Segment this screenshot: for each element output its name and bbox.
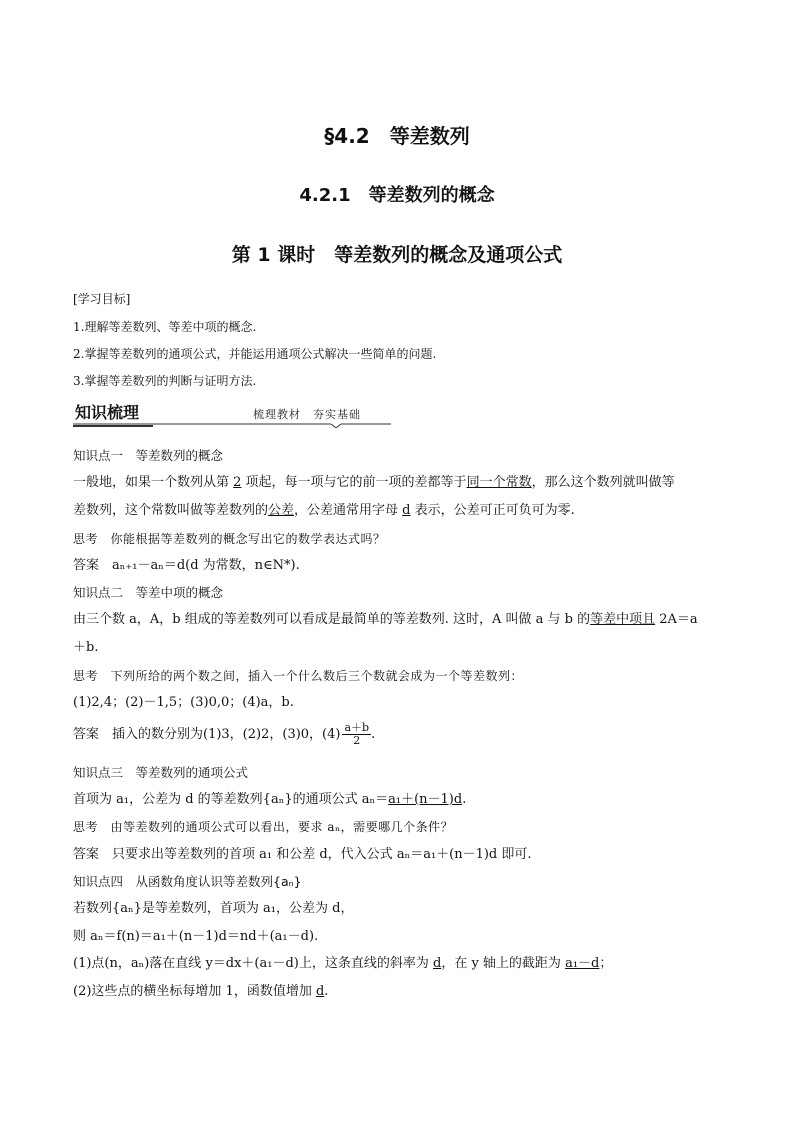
kp4-paragraph-line1: 若数列{aₙ}是等差数列，首项为 a₁，公差为 d， xyxy=(73,901,354,916)
text-span: 差数列，这个常数叫做等差数列的 xyxy=(73,503,269,518)
goals-header: [学习目标] xyxy=(73,292,131,306)
text-span: ，那么这个数列就叫做等 xyxy=(531,475,675,490)
kp1-heading: 知识点一 等差数列的概念 xyxy=(73,448,224,463)
kp4-paragraph-line4 xyxy=(73,983,733,1001)
lesson-title: 第 1 课时 等差数列的概念及通项公式 xyxy=(231,244,563,266)
kp1-paragraph-line2 xyxy=(73,502,733,520)
text-span: (1)点(n，aₙ)落在直线 y＝dx＋(a₁－d)上，这条直线的斜率为 xyxy=(73,956,433,971)
banner-title: 知识梳理 xyxy=(75,403,140,422)
underlined-blank: 同一个常数 xyxy=(466,475,532,490)
kp3-answer: 答案 只要求出等差数列的首项 a₁ 和公差 d，代入公式 aₙ＝a₁＋(n－1)d 即可. xyxy=(73,847,532,862)
fraction-numerator: a＋b xyxy=(344,721,370,734)
subsection-title: 4.2.1 等差数列的概念 xyxy=(299,185,495,206)
fraction-denominator: 2 xyxy=(353,734,361,747)
text-span: 答案 插入的数分别为(1)3，(2)2，(3)0，(4) xyxy=(73,727,341,742)
text-span: . xyxy=(371,727,376,742)
kp3-think: 思考 由等差数列的通项公式可以看出，要求 aₙ，需要哪几个条件？ xyxy=(73,820,454,834)
goal-item: 3.掌握等差数列的判断与证明方法. xyxy=(73,374,257,388)
kp1-think: 思考 你能根据等差数列的概念写出它的数学表达式吗？ xyxy=(73,532,386,546)
underlined-blank: 公差 xyxy=(268,503,295,518)
underlined-blank: d xyxy=(315,984,325,999)
text-span: 表示，公差可正可负可为零. xyxy=(410,503,575,518)
text-span: ； xyxy=(599,956,613,971)
text-span: . xyxy=(462,792,467,807)
text-span: (2)这些点的横坐标每增加 1，函数值增加 xyxy=(73,984,316,999)
kp4-paragraph-line2: 则 aₙ＝f(n)＝a₁＋(n－1)d＝nd＋(a₁－d). xyxy=(73,929,319,944)
underlined-blank: d xyxy=(402,503,411,518)
text-span: ，在 y 轴上的截距为 xyxy=(441,956,566,971)
text-span: 2A＝a xyxy=(655,612,698,627)
banner-subtitle: 梳理教材 夯实基础 xyxy=(253,408,361,421)
kp1-paragraph-line1 xyxy=(73,474,733,492)
text-span: 一般地，如果一个数列从第 xyxy=(73,475,234,490)
kp2-paragraph-line1 xyxy=(73,611,733,629)
underlined-blank: 2 xyxy=(233,475,242,490)
kp3-paragraph xyxy=(73,791,733,809)
text-span: ，公差通常用字母 xyxy=(294,503,403,518)
kp2-think: 思考 下列所给的两个数之间，插入一个什么数后三个数就会成为一个等差数列： xyxy=(73,669,524,683)
kp2-paragraph-line2: ＋b. xyxy=(73,640,99,655)
section-banner xyxy=(73,398,391,428)
text-span: 项起，每一项与它的前一项的差都等于 xyxy=(241,475,467,490)
underlined-blank: 等差中项且 xyxy=(590,612,656,627)
kp1-answer: 答案 aₙ₊₁－aₙ＝d(d 为常数，n∈N*). xyxy=(73,558,300,573)
underlined-blank: a₁＋(n－1)d xyxy=(388,792,463,807)
underlined-blank: d xyxy=(433,956,442,971)
text-span: 由三个数 a，A，b 组成的等差数列可以看成是最简单的等差数列. 这时，A 叫做 a 与 b 的 xyxy=(73,612,591,627)
underlined-blank: a₁－d xyxy=(565,956,600,971)
text-span: 首项为 a₁，公差为 d 的等差数列{aₙ}的通项公式 aₙ＝ xyxy=(73,792,389,807)
goal-item: 1.理解等差数列、等差中项的概念. xyxy=(73,320,257,334)
kp2-answer xyxy=(73,722,733,748)
section-title: §4.2 等差数列 xyxy=(324,124,470,148)
kp4-paragraph-line3 xyxy=(73,955,733,973)
text-span: . xyxy=(324,984,329,999)
fraction xyxy=(342,722,371,747)
kp2-list: (1)2,4；(2)－1,5；(3)0,0；(4)a，b. xyxy=(73,695,294,710)
kp2-heading: 知识点二 等差中项的概念 xyxy=(73,585,224,600)
kp4-heading: 知识点四 从函数角度认识等差数列{aₙ} xyxy=(73,874,302,889)
kp3-heading: 知识点三 等差数列的通项公式 xyxy=(73,765,249,780)
goal-item: 2.掌握等差数列的通项公式，并能运用通项公式解决一些简单的问题. xyxy=(73,347,437,361)
